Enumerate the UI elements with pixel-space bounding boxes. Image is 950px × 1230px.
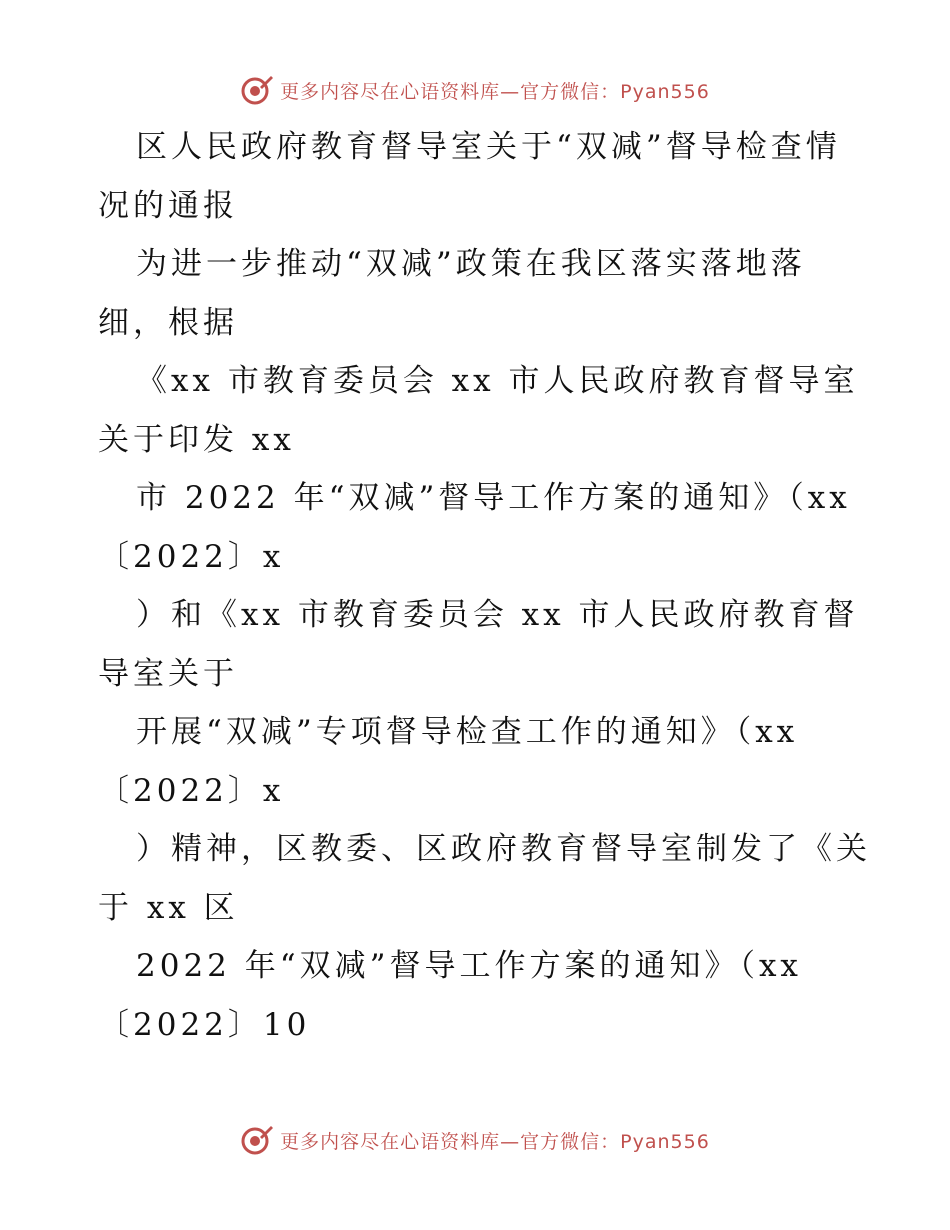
header-watermark (0, 70, 950, 110)
text-line: 开展“双减”专项督导检查工作的通知》（xx (136, 714, 799, 750)
text-line: ）和《xx 市教育委员会 xx 市人民政府教育督 (136, 597, 859, 633)
text-line: 市 2022 年“双减”督导工作方案的通知》（xx (136, 480, 851, 516)
text-line: 〔2022〕x (98, 772, 285, 809)
footer-watermark (0, 1120, 950, 1160)
pen-logo-icon (240, 73, 274, 107)
text-line: 区人民政府教育督导室关于“双减”督导检查情 (136, 129, 841, 165)
text-line: 细，根据 (98, 304, 238, 341)
watermark-text: 更多内容尽在心语资料库—官方微信：Pyan556 (280, 1130, 710, 1153)
document-body (98, 118, 871, 1054)
text-line: 为进一步推动“双减”政策在我区落实落地落 (136, 246, 806, 282)
pen-logo-icon (240, 1123, 274, 1157)
text-line: 〔2022〕x (98, 538, 285, 575)
text-line: ）精神，区教委、区政府教育督导室制发了《关 (136, 831, 871, 867)
text-line: 关于印发 xx (98, 421, 295, 458)
watermark-text: 更多内容尽在心语资料库—官方微信：Pyan556 (280, 80, 710, 103)
text-line: 〔2022〕10 (98, 1006, 311, 1043)
text-line: 2022 年“双减”督导工作方案的通知》（xx (136, 948, 802, 984)
text-line: 导室关于 (98, 655, 238, 692)
text-line: 况的通报 (98, 187, 238, 224)
text-line: 于 xx 区 (98, 889, 239, 926)
text-line: 《xx 市教育委员会 xx 市人民政府教育督导室 (136, 363, 859, 399)
